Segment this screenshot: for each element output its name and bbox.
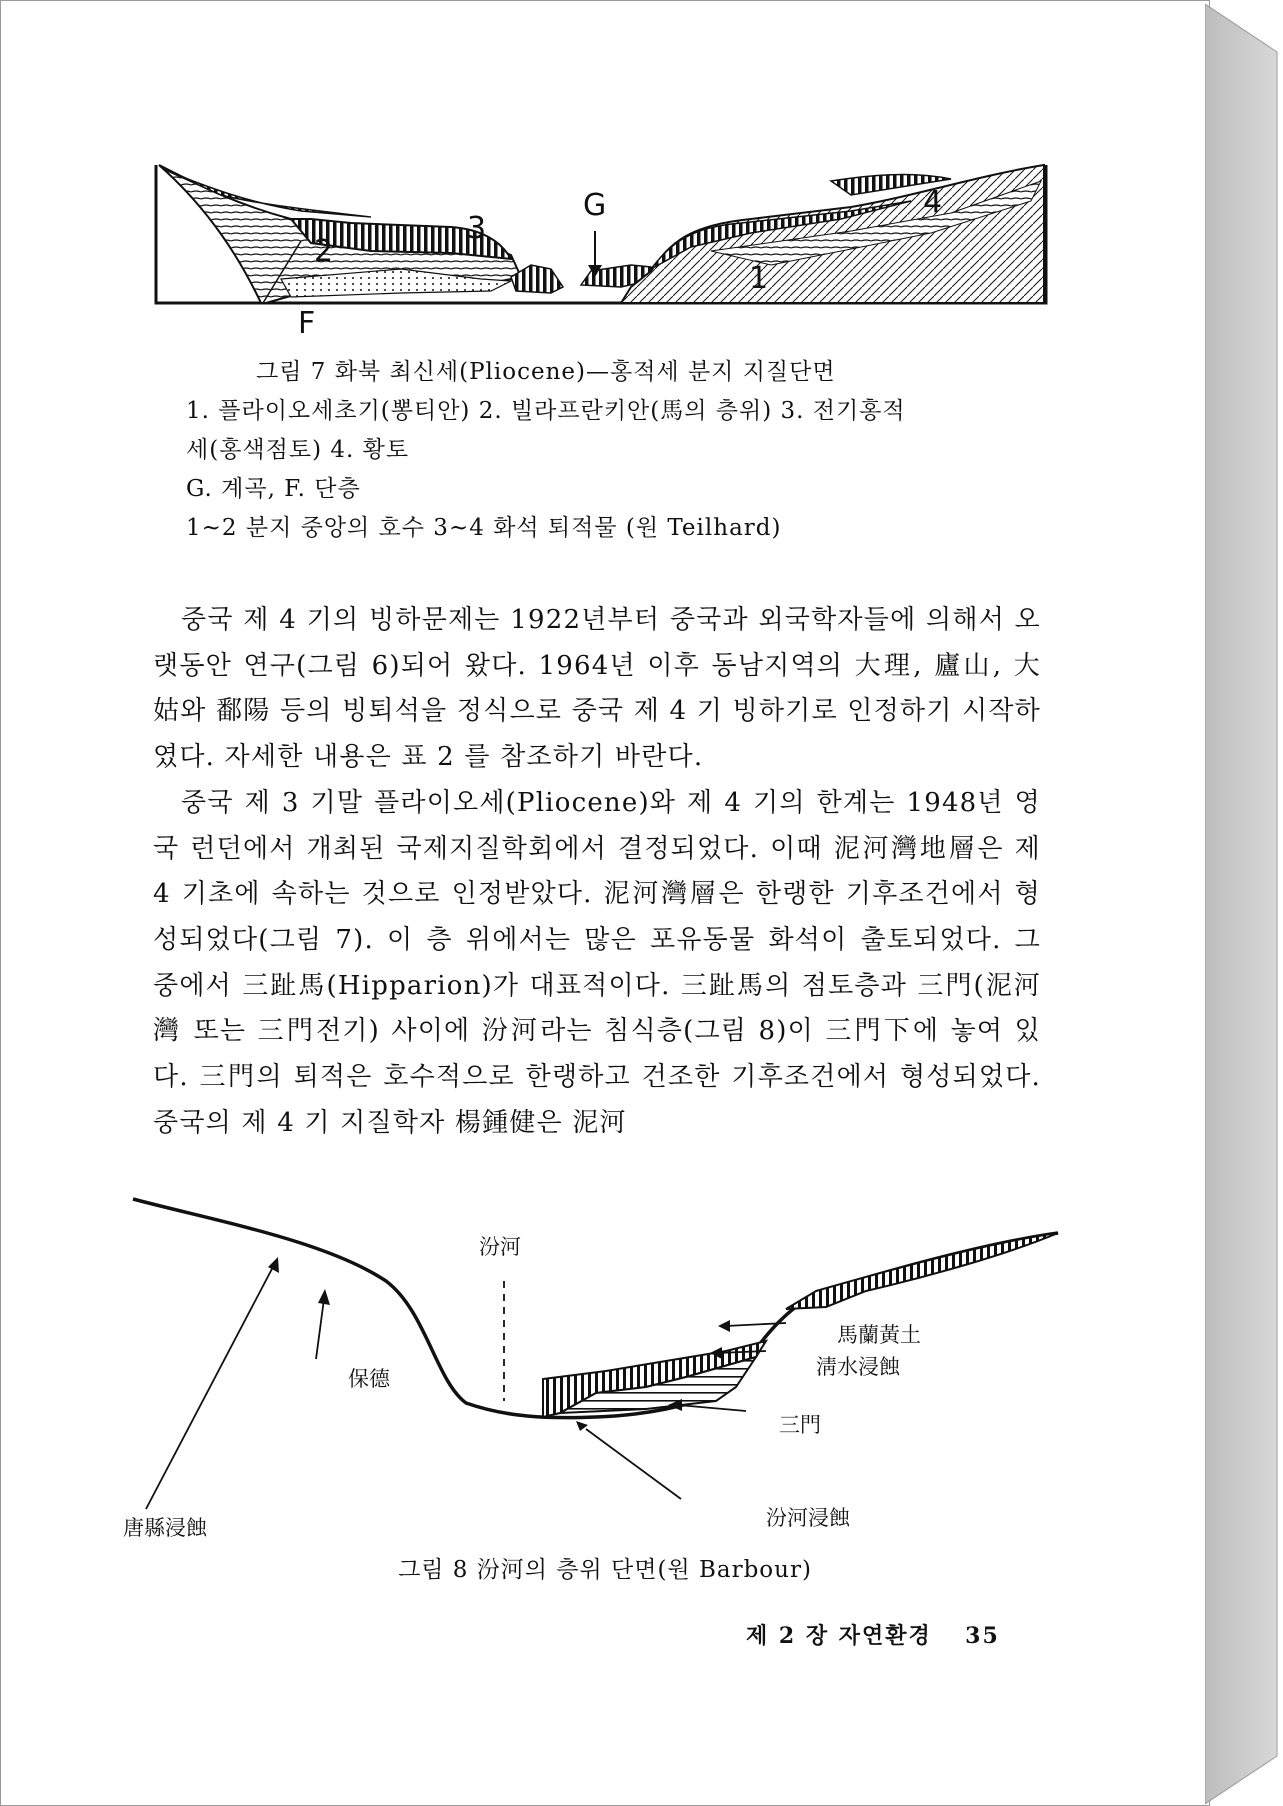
figure-8-label-sanmen: 三門 [779, 1413, 821, 1437]
body-text [153, 598, 1041, 1146]
paragraph: 중국 제 4 기의 빙하문제는 1922년부터 중국과 외국학자들에 의해서 오랫동안 연구(그림 6)되어 왔다. 1964년 이후 동남지역의 大理, 廬山, 大姑와 鄱陽 등의 빙퇴석을 정식으로 중국 제 4 기 빙하기로 인정하기 시작하였다. 자세한 내용은 표 2 를 참조하기 바란다. [153, 605, 1041, 773]
figure-8-label-qingshui-erosion: 淸水浸蝕 [816, 1355, 900, 1379]
figure-8-caption: 그림 8 汾河의 층위 단면(원 Barbour) [398, 1557, 812, 1583]
figure-7-caption-line: 세(홍색점토) 4. 황토 [186, 437, 410, 463]
figure-7-caption-line: 1~2 분지 중앙의 호수 3~4 화석 퇴적물 (원 Teilhard) [186, 515, 782, 541]
page-footer [746, 1619, 1000, 1650]
figure-8-cross-section [126, 1181, 1076, 1541]
figure-7-caption-line: 1. 플라이오세초기(뽕티안) 2. 빌라프란키안(馬의 층위) 3. 전기홍적 [186, 398, 906, 424]
figure-8-label-tangxian-erosion: 唐縣浸蝕 [123, 1516, 207, 1540]
book-edge-shadow [1205, 4, 1283, 1804]
figure-7-caption-title: 그림 7 화북 최신세(Pliocene)—홍적세 분지 지질단면 [256, 359, 836, 385]
figure-8-label-baode: 保德 [348, 1367, 390, 1391]
chapter-title: 제 2 장 자연환경 [746, 1623, 932, 1649]
figure-7-label-3: 3 [467, 211, 487, 246]
figure-7-label-f: F [298, 306, 316, 341]
figure-8-label-fenhe-erosion: 汾河浸蝕 [766, 1506, 850, 1530]
figure-7-caption [186, 353, 1086, 548]
paragraph: 중국 제 3 기말 플라이오세(Pliocene)와 제 4 기의 한계는 1948년 영국 런던에서 개최된 국제지질학회에서 결정되었다. 이때 泥河灣地層은 제 4 기초에 속하는 것으로 인정받았다. 泥河灣層은 한랭한 기후조건에서 형성되었다(그림 7). 이 층 위에서는 많은 포유동물 화석이 출토되었다. 그 중에서 三趾馬(Hipparion)가 대표적이다. 三趾馬의 점토층과 三門(泥河灣 또는 三門전기) 사이에 汾河라는 침식층(그림 8)이 三門下에 놓여 있다. 三門의 퇴적은 호수적으로 한랭하고 건조한 기후조건에서 형성되었다. 중국의 제 4 기 지질학자 楊鍾健은 泥河 [153, 787, 1041, 1138]
figure-8-label-fenhe: 汾河 [479, 1235, 521, 1259]
figure-7-caption-line: G. 계곡, F. 단층 [186, 476, 361, 502]
figure-7-label-1: 1 [749, 261, 769, 296]
figure-7-label-4: 4 [923, 185, 943, 220]
figure-8-label-malan-loess: 馬蘭黃土 [837, 1323, 921, 1347]
figure-7-label-2: 2 [314, 234, 334, 269]
figure-7-label-g: G [583, 188, 607, 223]
page-number: 35 [965, 1623, 1000, 1649]
